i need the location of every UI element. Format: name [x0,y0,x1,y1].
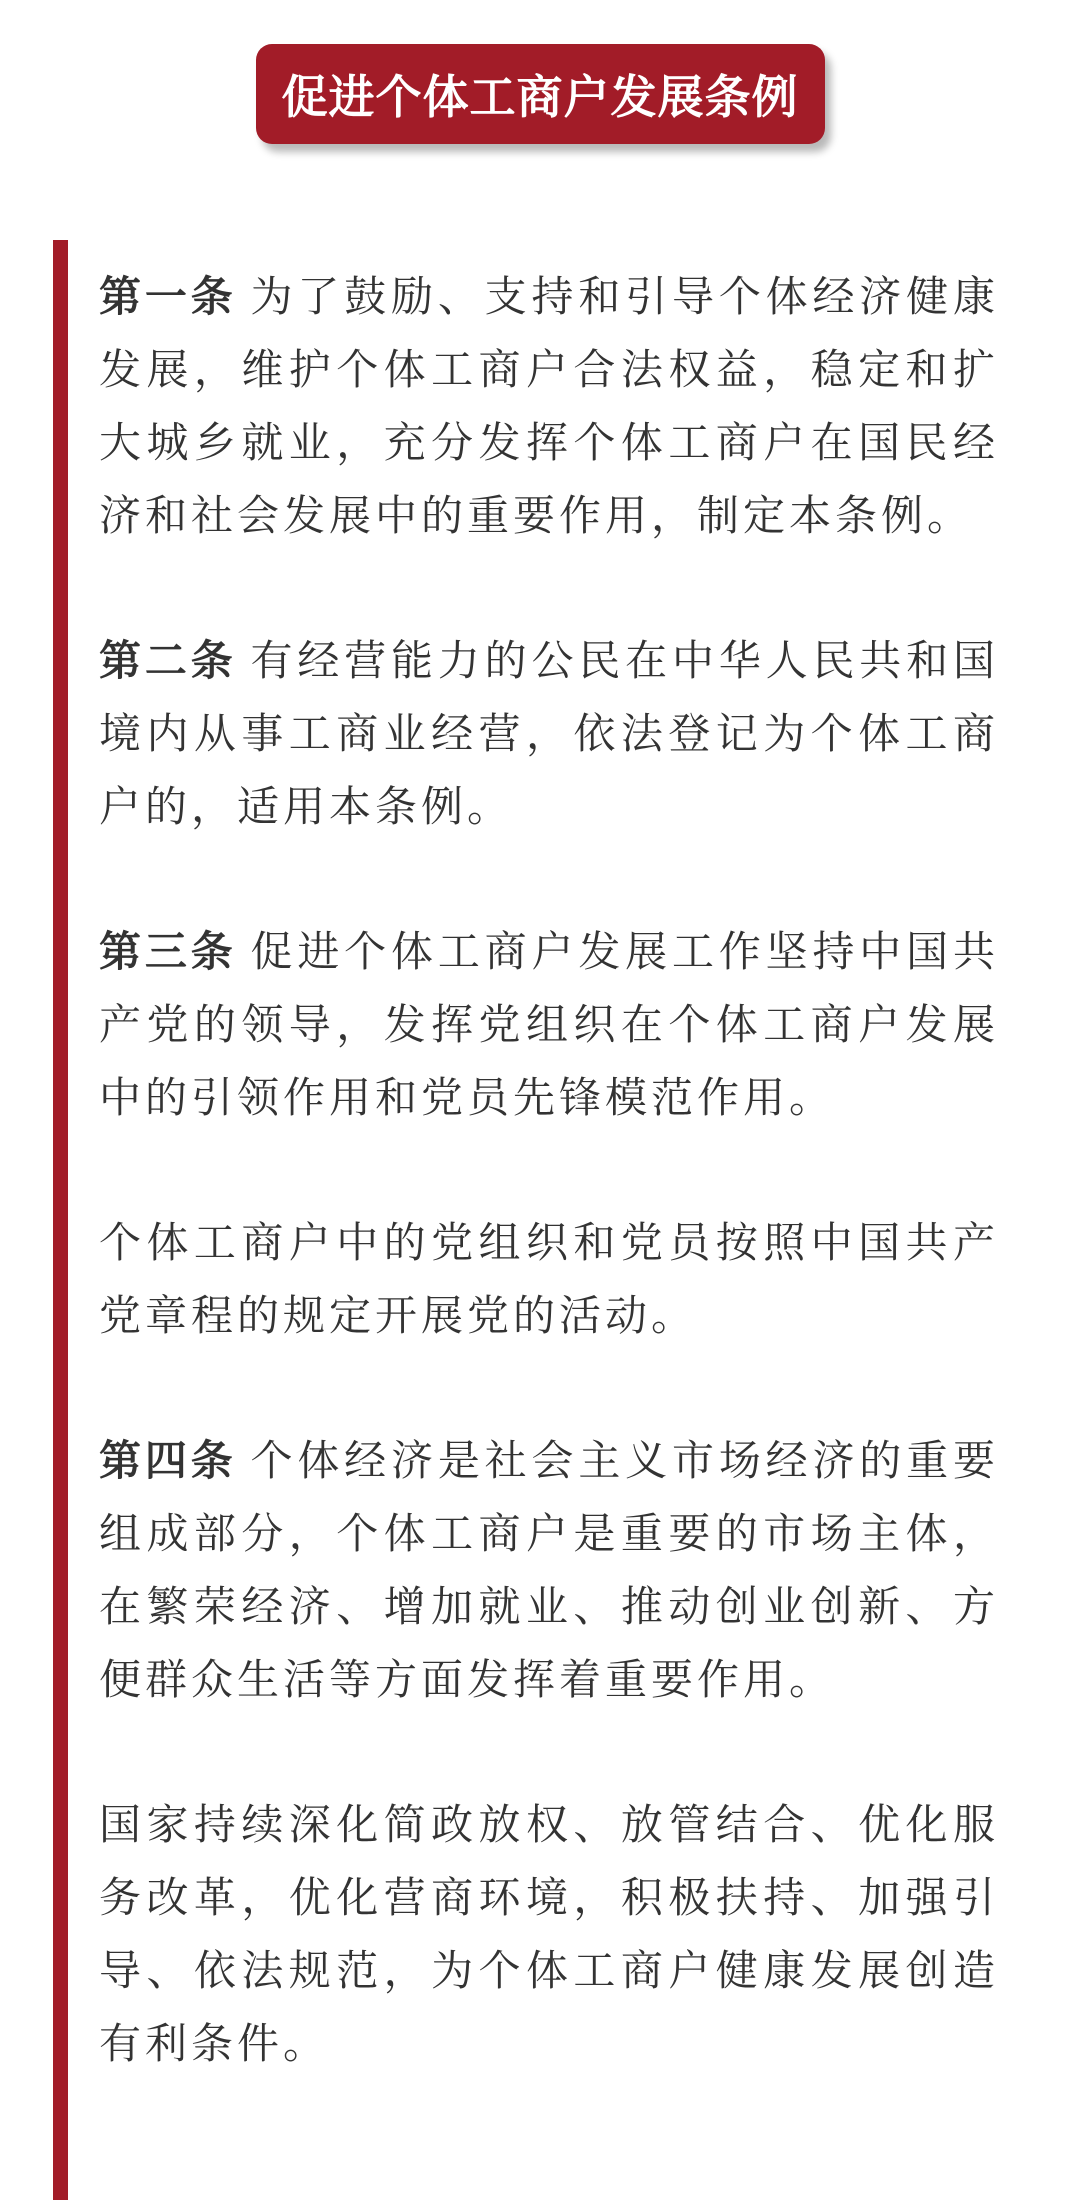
accent-side-bar [53,240,68,2200]
article-text: 为了鼓励、支持和引导个体经济健康发展，维护个体工商户合法权益，稳定和扩大城乡就业，充分发挥个体工商户在国民经济和社会发展中的重要作用，制定本条例。 [99,272,999,540]
article-label: 第一条 [99,272,237,321]
title-container [0,0,1080,144]
article-label: 第四条 [99,1436,237,1485]
article-label: 第三条 [99,927,237,976]
article-4-paragraph-2 [99,1788,999,2080]
article-3-paragraph-2 [99,1206,999,1352]
article-text: 个体工商户中的党组织和党员按照中国共产党章程的规定开展党的活动。 [99,1218,999,1340]
article-4 [99,1424,999,1716]
article-text: 个体经济是社会主义市场经济的重要组成部分，个体工商户是重要的市场主体，在繁荣经济、增加就业、推动创业创新、方便群众生活等方面发挥着重要作用。 [99,1436,999,1704]
article-2 [99,624,999,843]
article-body [99,260,999,2152]
article-text: 有经营能力的公民在中华人民共和国境内从事工商业经营，依法登记为个体工商户的，适用本条例。 [99,636,999,831]
article-text: 国家持续深化简政放权、放管结合、优化服务改革，优化营商环境，积极扶持、加强引导、依法规范，为个体工商户健康发展创造有利条件。 [99,1800,999,2068]
title-badge [256,44,825,144]
page-title: 促进个体工商户发展条例 [281,70,799,124]
article-label: 第二条 [99,636,237,685]
article-3 [99,915,999,1134]
article-text: 促进个体工商户发展工作坚持中国共产党的领导，发挥党组织在个体工商户发展中的引领作用和党员先锋模范作用。 [99,927,999,1122]
article-1 [99,260,999,552]
